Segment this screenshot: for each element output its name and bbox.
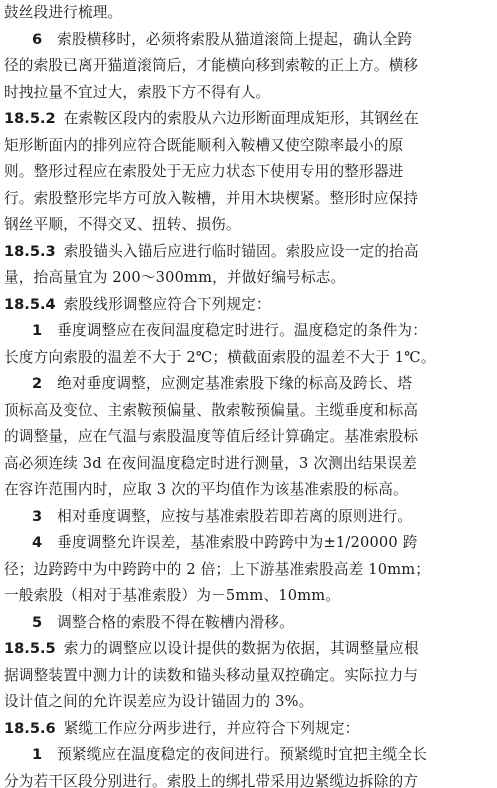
text-line bbox=[4, 106, 492, 133]
text-line bbox=[4, 0, 492, 27]
item-number: 6 bbox=[32, 30, 43, 48]
section-number: 18.5.6 bbox=[4, 719, 56, 737]
section-number: 18.5.4 bbox=[4, 295, 56, 313]
spacer bbox=[42, 322, 57, 339]
line-text: 垂度调整应在夜间温度稳定时进行。温度稳定的条件为： bbox=[57, 322, 428, 339]
line-text: 则。整形过程应在索股处于无应力状态下使用专用的整形器进 bbox=[4, 163, 404, 180]
text-line bbox=[4, 716, 492, 743]
text-line bbox=[4, 159, 492, 186]
line-text: 鼓丝段进行梳理。 bbox=[4, 4, 123, 21]
text-line bbox=[4, 345, 492, 372]
text-line bbox=[4, 530, 492, 557]
line-text: 的调整量，应在气温与索股温度等值后经计算确定。基准索股标 bbox=[4, 428, 419, 445]
section-number: 18.5.3 bbox=[4, 242, 56, 260]
item-number: 4 bbox=[32, 534, 43, 551]
line-text: 紧缆工作应分两步进行，并应符合下列规定： bbox=[63, 719, 360, 737]
line-text: 索股线形调整应符合下列规定： bbox=[63, 295, 271, 313]
text-line bbox=[4, 318, 492, 345]
line-text: 预紧缆应在温度稳定的夜间进行。预紧缆时宜把主缆全长 bbox=[57, 746, 428, 763]
line-text: 一般索股（相对于基准索股）为－5mm、10mm。 bbox=[4, 587, 341, 604]
text-line bbox=[4, 186, 492, 213]
line-text: 垂度调整允许误差，基准索股中跨跨中为±1/20000 跨 bbox=[57, 534, 418, 551]
text-line bbox=[4, 583, 492, 610]
document-page bbox=[4, 0, 492, 788]
text-line bbox=[4, 80, 492, 107]
spacer bbox=[42, 746, 57, 763]
text-line bbox=[4, 133, 492, 160]
line-text: 量，抬高量宜为 200～300mm，并做好编号标志。 bbox=[4, 269, 346, 286]
section-number: 18.5.5 bbox=[4, 640, 56, 657]
item-number: 5 bbox=[32, 613, 43, 631]
line-text: 设计值之间的允许误差应为设计锚固力的 3%。 bbox=[4, 693, 314, 710]
line-text: 分为若干区段分别进行。索股上的绑扎带采用边紧缆边拆除的方 bbox=[4, 772, 419, 788]
line-text: 据调整装置中测力计的读数和锚头移动量双控确定。实际拉力与 bbox=[4, 666, 419, 684]
item-number: 3 bbox=[32, 507, 43, 525]
section-number: 18.5.2 bbox=[4, 110, 56, 127]
line-text: 相对垂度调整，应按与基准索股若即若离的原则进行。 bbox=[57, 507, 413, 525]
line-text: 在容许范围内时，应取 3 次的平均值作为该基准索股的标高。 bbox=[4, 481, 408, 498]
spacer bbox=[42, 31, 57, 48]
text-line bbox=[4, 398, 492, 425]
text-line bbox=[4, 371, 492, 398]
spacer bbox=[42, 534, 57, 551]
text-line bbox=[4, 636, 492, 663]
text-line bbox=[4, 689, 492, 716]
text-line bbox=[4, 212, 492, 239]
text-line bbox=[4, 477, 492, 504]
line-text: 高必须连续 3d 在夜间温度稳定时进行测量，3 次测出结果误差 bbox=[4, 454, 417, 472]
line-text: 顶标高及变位、主索鞍预偏量、散索鞍预偏量。主缆垂度和标高 bbox=[4, 401, 419, 419]
text-line bbox=[4, 27, 492, 54]
text-line bbox=[4, 663, 492, 690]
line-text: 索股横移时，必须将索股从猫道滚筒上提起，确认全跨 bbox=[57, 30, 413, 48]
line-text: 钢丝平顺，不得交叉、扭转、损伤。 bbox=[4, 216, 241, 233]
line-text: 长度方向索股的温差不大于 2℃；横截面索股的温差不大于 1℃。 bbox=[4, 348, 436, 366]
text-line bbox=[4, 424, 492, 451]
line-text: 索股锚头入锚后应进行临时锚固。索股应设一定的抬高 bbox=[63, 242, 419, 260]
line-text: 绝对垂度调整，应测定基准索股下缘的标高及跨长、塔 bbox=[57, 375, 413, 392]
line-text: 径；边跨跨中为中跨跨中的 2 倍；上下游基准索股高差 10mm； bbox=[4, 560, 431, 578]
text-line bbox=[4, 53, 492, 80]
text-line bbox=[4, 504, 492, 531]
line-text: 在索鞍区段内的索股从六边形断面理成矩形，其钢丝在 bbox=[63, 110, 419, 127]
text-line bbox=[4, 769, 492, 788]
line-text: 行。索股整形完毕方可放入鞍槽，并用木块楔紧。整形时应保持 bbox=[4, 189, 419, 207]
line-text: 索力的调整应以设计提供的数据为依据，其调整量应根 bbox=[63, 640, 419, 657]
spacer bbox=[42, 375, 57, 392]
text-line bbox=[4, 742, 492, 769]
spacer bbox=[42, 508, 57, 525]
text-line bbox=[4, 557, 492, 584]
item-number: 2 bbox=[32, 375, 43, 392]
text-line bbox=[4, 610, 492, 637]
text-line bbox=[4, 265, 492, 292]
line-text: 矩形断面内的排列应符合既能顺利入鞍槽又使空隙率最小的原 bbox=[4, 136, 404, 154]
text-line bbox=[4, 292, 492, 319]
item-number: 1 bbox=[32, 746, 43, 763]
text-line bbox=[4, 239, 492, 266]
line-text: 时拽拉量不宜过大，索股下方不得有人。 bbox=[4, 83, 271, 101]
line-text: 径的索股已离开猫道滚筒后，才能横向移到索鞍的正上方。横移 bbox=[4, 57, 419, 74]
text-line bbox=[4, 451, 492, 478]
spacer bbox=[42, 614, 57, 631]
line-text: 调整合格的索股不得在鞍槽内滑移。 bbox=[57, 613, 294, 631]
item-number: 1 bbox=[32, 322, 43, 339]
